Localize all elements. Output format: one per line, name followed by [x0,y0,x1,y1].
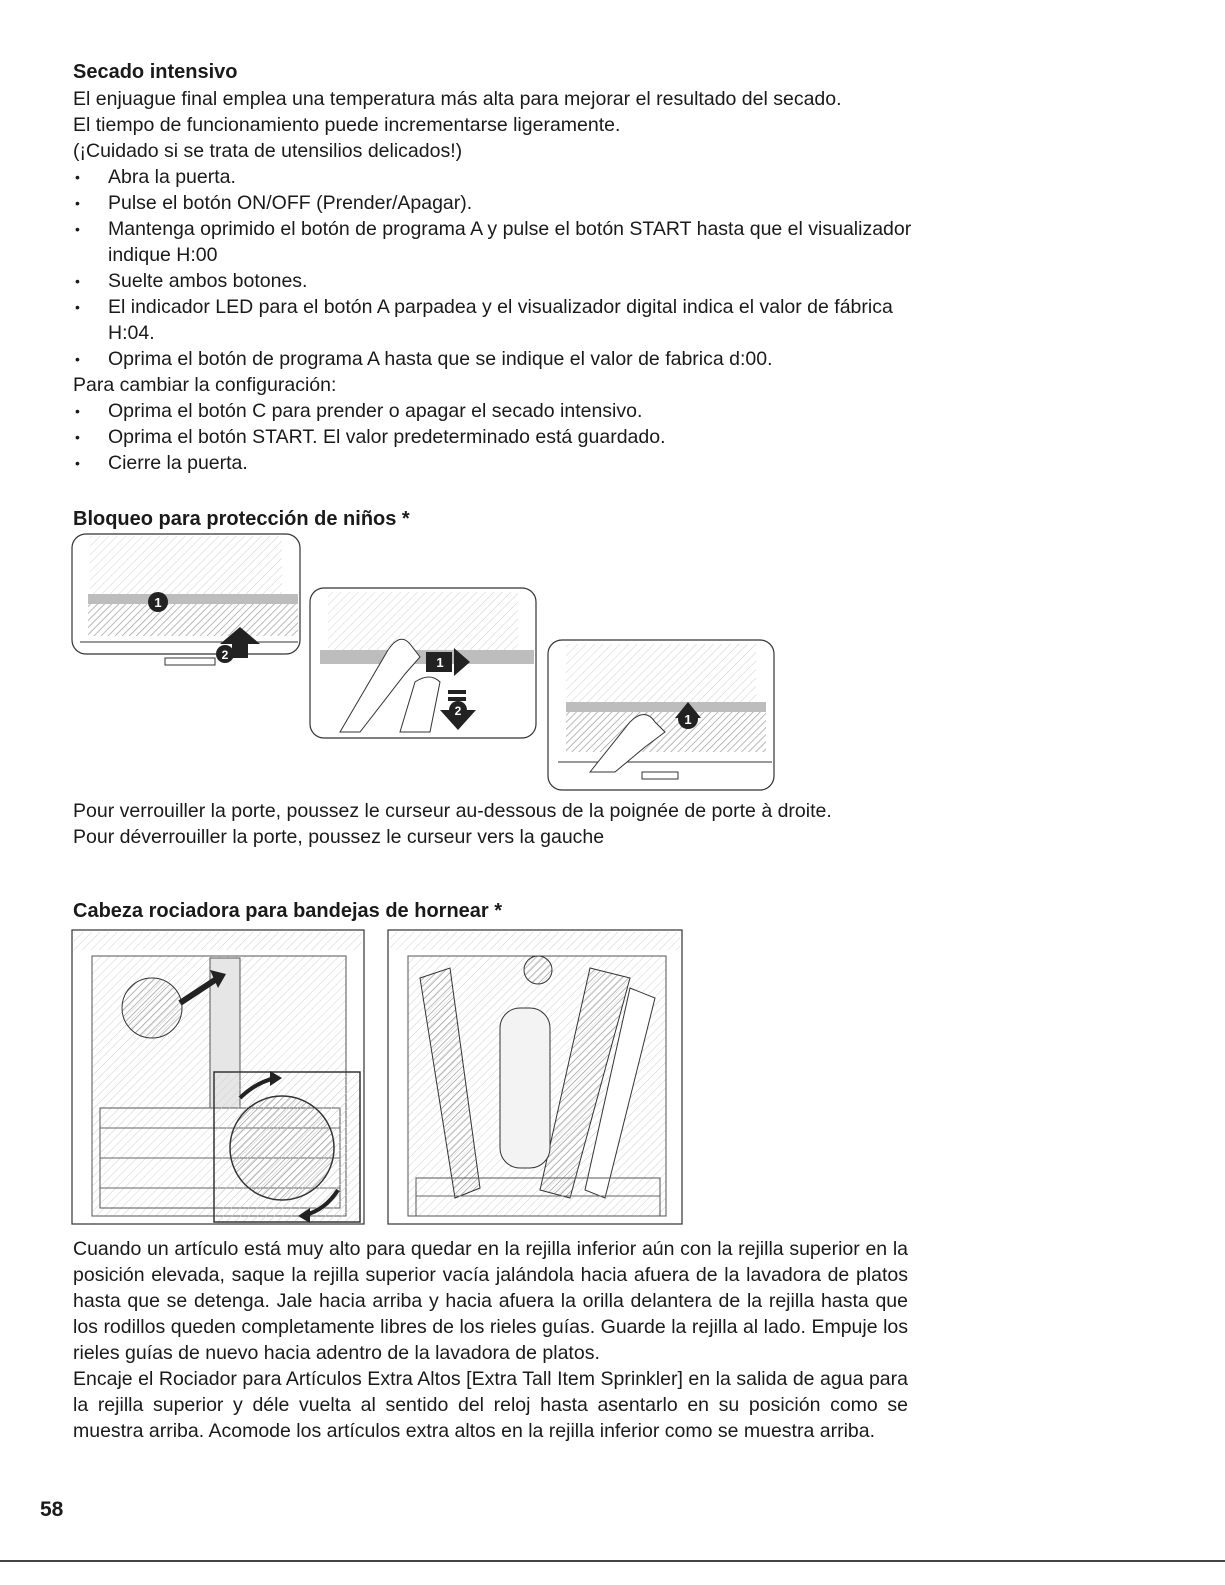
section-title-secado-intensivo: Secado intensivo [73,61,238,83]
tall-glass-icon [500,1008,550,1168]
list-item: • Cierre la puerta. [73,450,923,476]
section-title-bloqueo-ninos: Bloqueo para protección de niños * [73,508,410,530]
list-item: • Suelte ambos botones. [73,268,923,294]
spray-head-install-panel [72,930,364,1224]
steps-list [73,164,923,372]
page-bottom-rule [0,1560,1225,1562]
lock-step-panel-3 [548,640,774,790]
change-steps-list [73,398,923,476]
intro-line: El enjuague final emplea una temperatura más alta para mejorar el resultado del secado. [73,88,842,110]
list-item: • Mantenga oprimido el botón de programa A y pulse el botón START hasta que el visualizador indique H:00 [73,216,923,268]
lock-instruction: Pour verrouiller la porte, poussez le curseur au-dessous de la poignée de porte à droite. [73,800,832,822]
section2-body [73,798,873,850]
spray-head-icon [524,956,552,984]
list-item: • Oprima el botón de programa A hasta que se indique el valor de fabrica d:00. [73,346,923,372]
lock-step-panel-2 [310,588,536,738]
intro-line: El tiempo de funcionamiento puede incrementarse ligeramente. [73,114,621,136]
section-title-cabeza-rociadora: Cabeza rociadora para bandejas de hornear * [73,900,503,922]
step-2-label: 2 [221,648,229,662]
paragraph: Encaje el Rociador para Artículos Extra Altos [Extra Tall Item Sprinkler] en la salida de agua para la rejilla superior y déle vuelta al sentido del reloj hasta asentarlo en su posición como se muestra arriba. Acomode los artículos extra altos en la rejilla inferior como se muestra arriba. [73,1368,908,1442]
child-lock-illustration [70,532,780,794]
step-1-label: 1 [154,595,162,610]
list-item: • Oprima el botón START. El valor predeterminado está guardado. [73,424,923,450]
section3-body [73,1236,908,1444]
list-item: • Abra la puerta. [73,164,923,190]
spray-head-detail-icon [230,1096,334,1200]
lock-step-panel-1 [72,534,300,665]
unlock-instruction: Pour déverrouiller la porte, poussez le curseur vers la gauche [73,826,605,848]
list-item: • Oprima el botón C para prender o apagar el secado intensivo. [73,398,923,424]
tall-items-loaded-panel [388,930,682,1224]
change-label: Para cambiar la configuración: [73,374,337,396]
list-item: • Pulse el botón ON/OFF (Prender/Apagar). [73,190,923,216]
step-1-label: 1 [436,655,444,670]
list-item: • El indicador LED para el botón A parpadea y el visualizador digital indica el valor de fábrica H:04. [73,294,923,346]
intro-line: (¡Cuidado si se trata de utensilios delicados!) [73,140,463,162]
paragraph: Cuando un artículo está muy alto para quedar en la rejilla inferior aún con la rejilla superior en la posición elevada, saque la rejilla superior vacía jalándola hacia afuera de la lavadora de platos hasta que se detenga. Jale hacia arriba y hacia afuera la orilla delantera de la rejilla hasta que los rodillos queden completamente libres de los rieles guías. Guarde la rejilla al lado. Empuje los rieles guías de nuevo hacia adentro de la lavadora de platos. [73,1238,908,1364]
step-2-label: 2 [454,704,462,718]
section1-body [73,86,923,476]
page-number: 58 [40,1498,64,1521]
step-1-label: 1 [684,712,692,727]
spray-head-illustration [70,928,686,1228]
spray-head-icon [122,978,182,1038]
